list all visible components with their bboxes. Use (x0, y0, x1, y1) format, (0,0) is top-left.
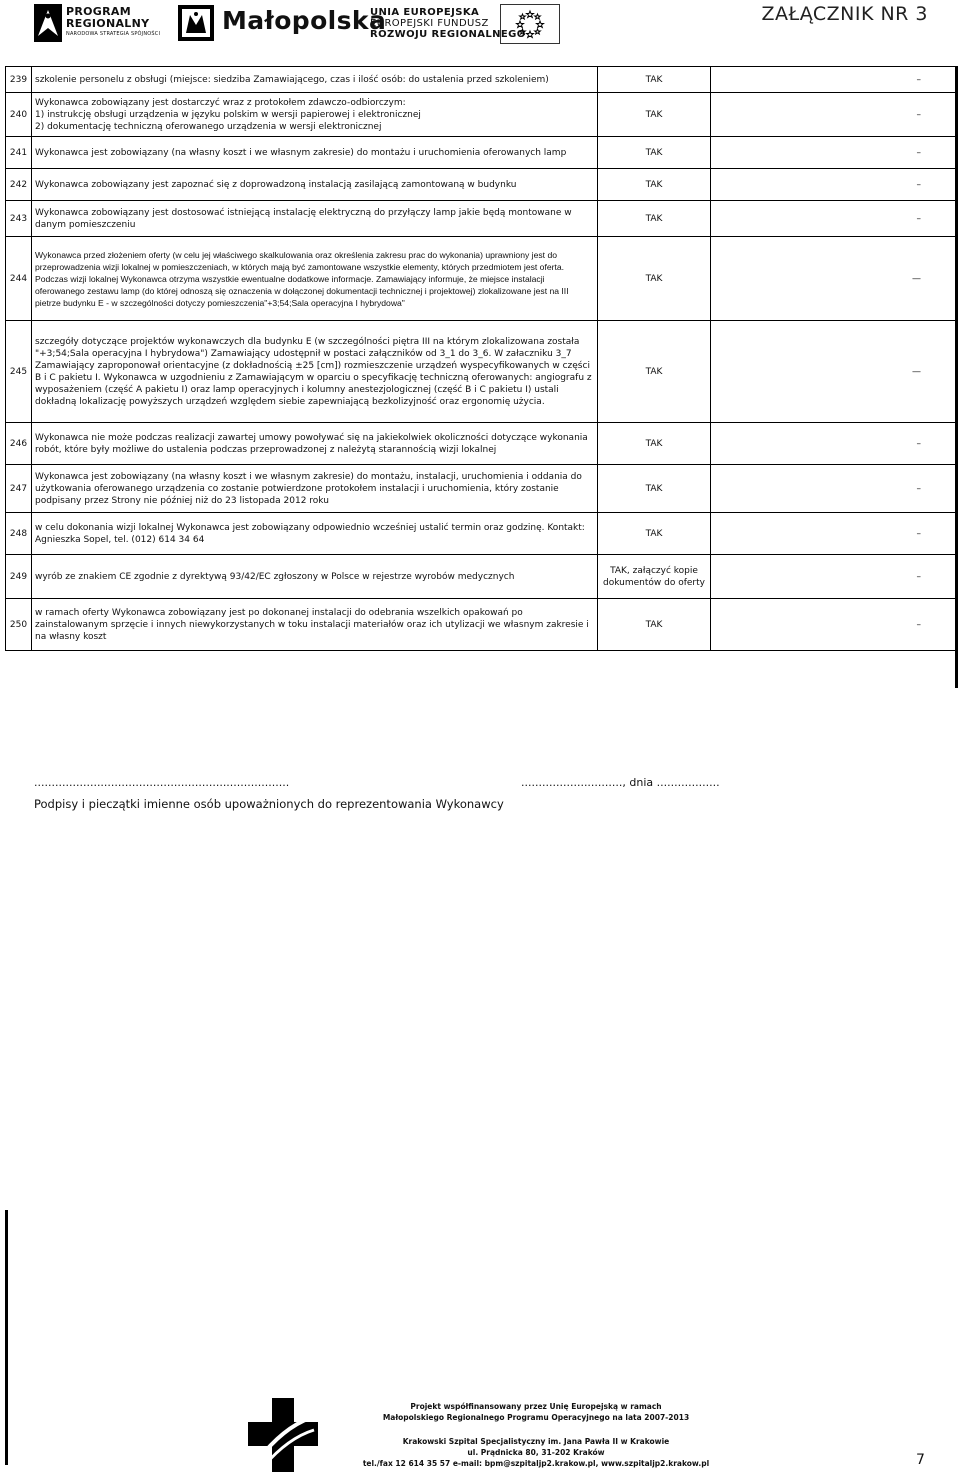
table-row (6, 465, 958, 513)
logo-program-line2: REGIONALNY (66, 17, 150, 30)
row-description: szkolenie personelu z obsługi (miejsce: siedziba Zamawiającego, czas i ilość osób: do ustalenia przed szkoleniem) (32, 67, 598, 93)
table-row (6, 555, 958, 599)
row-number: 247 (6, 465, 32, 513)
logo-ue-line2: EUROPEJSKI FUNDUSZ (370, 18, 489, 29)
row-number: 248 (6, 513, 32, 555)
row-answer: TAK (598, 137, 711, 169)
row-answer: TAK (598, 67, 711, 93)
hospital-cross-logo-icon (248, 1398, 318, 1472)
row-description-line: 1) instrukcję obsługi urządzenia w języku polskim w wersji papierowej i elektronicznej (35, 109, 421, 120)
row-answer: TAK (598, 321, 711, 423)
left-margin-line (5, 1210, 8, 1465)
row-remarks: – (711, 423, 958, 465)
row-number: 249 (6, 555, 32, 599)
signature-date-dots: ............................., dnia .................. (521, 776, 720, 789)
row-remarks: – (711, 513, 958, 555)
table-row (6, 201, 958, 237)
table-row (6, 67, 958, 93)
row-answer: TAK (598, 423, 711, 465)
row-number: 242 (6, 169, 32, 201)
row-description: Wykonawca nie może podczas realizacji zawartej umowy powoływać się na jakiekolwiek okoliczności dotyczące wykonania robót, które były możliwe do ustalenia podczas przeprowadzonej z należytą starannością wizji lokalnej (32, 423, 598, 465)
row-description: szczegóły dotyczące projektów wykonawczych dla budynku E (w szczególności piętra III na którym zlokalizowana została "+3;54;Sala operacyjna I hybrydowa") Zamawiający udostępnił w postaci załączników od 3_1 do 3_6. W załaczniku 3_7 Zamawiający zaproponował orientacyjne (z dokładnością ±25 [cm]) rozmieszczenie urządzeń wyspecyfikowanych w części B i C pakietu I. Wykonawca w uzgodnieniu z Zamawiającym w oparciu o specyfikację techniczną oferowanych: angiografu z wyposażeniem (część A pakietu I) oraz lamp operacyjnych i kolumny anestezjologicznej (część B i C pakietu I) ustali dokładną lokalizację powyższych urządzeń względem siebie zapewniającą bezkolizyjność oraz ergonomię użycia. (32, 321, 598, 423)
annex-title: ZAŁĄCZNIK NR 3 (761, 3, 928, 25)
row-number: 240 (6, 93, 32, 137)
row-answer: TAK (598, 201, 711, 237)
footer-hospital-contact: tel./fax 12 614 35 57 e-mail: bpm@szpitaljp2.krakow.pl, www.szpitaljp2.krakow.pl (362, 1459, 710, 1468)
row-remarks: – (711, 137, 958, 169)
signature-dots-left: ......................................................................... (34, 776, 290, 789)
footer-cofinance-line2: Małopolskiego Regionalnego Programu Operacyjnego na lata 2007-2013 (382, 1413, 690, 1422)
logo-program-line1: PROGRAM (66, 5, 131, 18)
table-row (6, 513, 958, 555)
row-number: 241 (6, 137, 32, 169)
row-remarks: — (711, 321, 958, 423)
row-number: 243 (6, 201, 32, 237)
program-regionalny-logo (34, 2, 170, 44)
table-row (6, 93, 958, 137)
page-number: 7 (916, 1452, 925, 1468)
logo-ue-line3: ROZWOJU REGIONALNEGO (370, 29, 526, 40)
row-answer: TAK (598, 513, 711, 555)
page-header (0, 0, 960, 48)
table-row (6, 423, 958, 465)
row-number: 239 (6, 67, 32, 93)
table-row (6, 321, 958, 423)
row-remarks: – (711, 465, 958, 513)
table-row (6, 237, 958, 321)
logo-malopolska-text: Małopolska (222, 6, 387, 35)
row-description: Wykonawca jest zobowiązany (na własny koszt i we własnym zakresie) do montażu i uruchomienia oferowanych lamp (32, 137, 598, 169)
row-answer: TAK (598, 237, 711, 321)
program-regionalny-mark-icon (34, 4, 62, 42)
row-answer: TAK (598, 93, 711, 137)
eu-flag-icon (500, 4, 560, 44)
table-row (6, 599, 958, 651)
row-remarks: – (711, 201, 958, 237)
footer-cofinance-line1: Projekt współfinansowany przez Unię Europejską w ramach (410, 1402, 662, 1411)
row-description: Wykonawca jest zobowiązany (na własny koszt i we własnym zakresie) do montażu, instalacji, uruchomienia i oddania do użytkowania oferowanego urządzenia co zostanie potwierdzone protokołem instalacji i uruchomienia, który zostanie podpisany przez Strony nie później niż do 23 listopada 2012 roku (32, 465, 598, 513)
footer-hospital-name: Krakowski Szpital Specjalistyczny im. Jana Pawła II w Krakowie (402, 1437, 670, 1446)
row-number: 245 (6, 321, 32, 423)
row-description-line: 2) dokumentację techniczną oferowanego urządzenia w wersji elektronicznej (35, 121, 382, 132)
row-answer: TAK (598, 465, 711, 513)
row-description-line: Wykonawca zobowiązany jest dostarczyć wraz z protokołem zdawczo-odbiorczym: (35, 97, 406, 108)
row-description: w ramach oferty Wykonawca zobowiązany jest po dokonanej instalacji do odebrania wszelkich opakowań po zainstalowanym sprzęcie i innych niewykorzystanych w toku instalacji materiałów oraz ich utylizacji we własnym zakresie i na własny koszt (32, 599, 598, 651)
row-answer: TAK (598, 599, 711, 651)
row-remarks: – (711, 555, 958, 599)
malopolska-crest-icon (178, 5, 214, 41)
row-remarks: — (711, 237, 958, 321)
row-number: 250 (6, 599, 32, 651)
table-row (6, 137, 958, 169)
row-number: 246 (6, 423, 32, 465)
row-description: wyrób ze znakiem CE zgodnie z dyrektywą 93/42/EC zgłoszony w Polsce w rejestrze wyrobów medycznych (32, 555, 598, 599)
row-description: Wykonawca przed złożeniem oferty (w celu jej właściwego skalkulowania oraz określenia zakresu prac do wykonania) uprawniony jest do przeprowadzenia wizji lokalnej w pomieszczeniach, w których mają być zamontowane wszystkie elementy, których przedmiotem jest oferta. Podczas wizji lokalnej Wykonawca otrzyma wszystkie ewentualne dodatkowe informacje. Zamawiający informuje, że miejsce instalacji oferowanego zestawu lamp (do której odnoszą się oznaczenia w dołączonej dokumentacji technicznej i projektowej) zlokalizowane jest na III pietrze budynku E - w szczególności dotyczy pomieszczenia"+3;54;Sala operacyjna I hybrydowa" (32, 237, 598, 321)
row-answer: TAK, załączyć kopie dokumentów do oferty (598, 555, 711, 599)
row-remarks: – (711, 93, 958, 137)
row-remarks: – (711, 599, 958, 651)
table-row (6, 169, 958, 201)
row-remarks: – (711, 169, 958, 201)
footer-hospital-address: ul. Prądnicka 80, 31-202 Kraków (467, 1448, 605, 1457)
eu-logo (370, 2, 562, 44)
requirements-table (5, 66, 958, 651)
table-right-border (955, 66, 958, 688)
row-answer: TAK (598, 169, 711, 201)
malopolska-logo (178, 2, 387, 44)
row-description: Wykonawca zobowiązany jest zapoznać się z doprowadzoną instalacją zasilającą zamontowaną w budynku (32, 169, 598, 201)
logo-program-line3: NARODOWA STRATEGIA SPÓJNOŚCI (66, 31, 161, 37)
row-number: 244 (6, 237, 32, 321)
row-description: w celu dokonania wizji lokalnej Wykonawca jest zobowiązany odpowiednio wcześniej ustalić termin oraz godzinę. Kontakt: Agnieszka Sopel, tel. (012) 614 34 64 (32, 513, 598, 555)
row-description (32, 93, 598, 137)
logo-ue-line1: UNIA EUROPEJSKA (370, 7, 480, 18)
signature-caption: Podpisy i pieczątki imienne osób upoważnionych do reprezentowania Wykonawcy (34, 797, 504, 811)
row-remarks: – (711, 67, 958, 93)
row-description: Wykonawca zobowiązany jest dostosować istniejącą instalację elektryczną do przyłączy lamp jakie będą montowane w danym pomieszczeniu (32, 201, 598, 237)
